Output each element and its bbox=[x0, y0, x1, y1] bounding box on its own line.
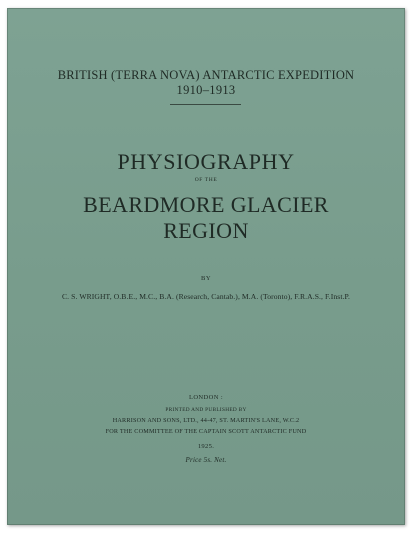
publisher-line-3: FOR THE COMMITTEE OF THE CAPTAIN SCOTT ANTARCTIC FUND bbox=[105, 428, 307, 435]
series-years: 1910–1913 bbox=[176, 83, 236, 97]
publication-place: LONDON : bbox=[188, 394, 224, 401]
series-title: BRITISH (TERRA NOVA) ANTARCTIC EXPEDITION bbox=[57, 68, 355, 82]
title-physiography: PHYSIOGRAPHY bbox=[117, 149, 295, 174]
author-line: C. S. WRIGHT, O.B.E., M.C., B.A. (Research, Cantab.), M.A. (Toronto), F.R.A.S., F.Inst.P. bbox=[61, 292, 351, 301]
title-beardmore-glacier: BEARDMORE GLACIER bbox=[83, 192, 329, 217]
book-cover bbox=[7, 8, 405, 525]
publisher-line-1: PRINTED AND PUBLISHED BY bbox=[165, 407, 247, 413]
publication-year: 1925. bbox=[197, 443, 215, 450]
by-label: BY bbox=[200, 275, 212, 282]
publisher-line-2: HARRISON AND SONS, LTD., 44-47, ST. MARTIN'S LANE, W.C.2 bbox=[112, 417, 300, 424]
title-region: REGION bbox=[163, 218, 249, 243]
title-of-the: OF THE bbox=[194, 177, 218, 183]
divider-rule bbox=[170, 104, 241, 105]
price-label: Price 5s. Net. bbox=[185, 456, 227, 464]
